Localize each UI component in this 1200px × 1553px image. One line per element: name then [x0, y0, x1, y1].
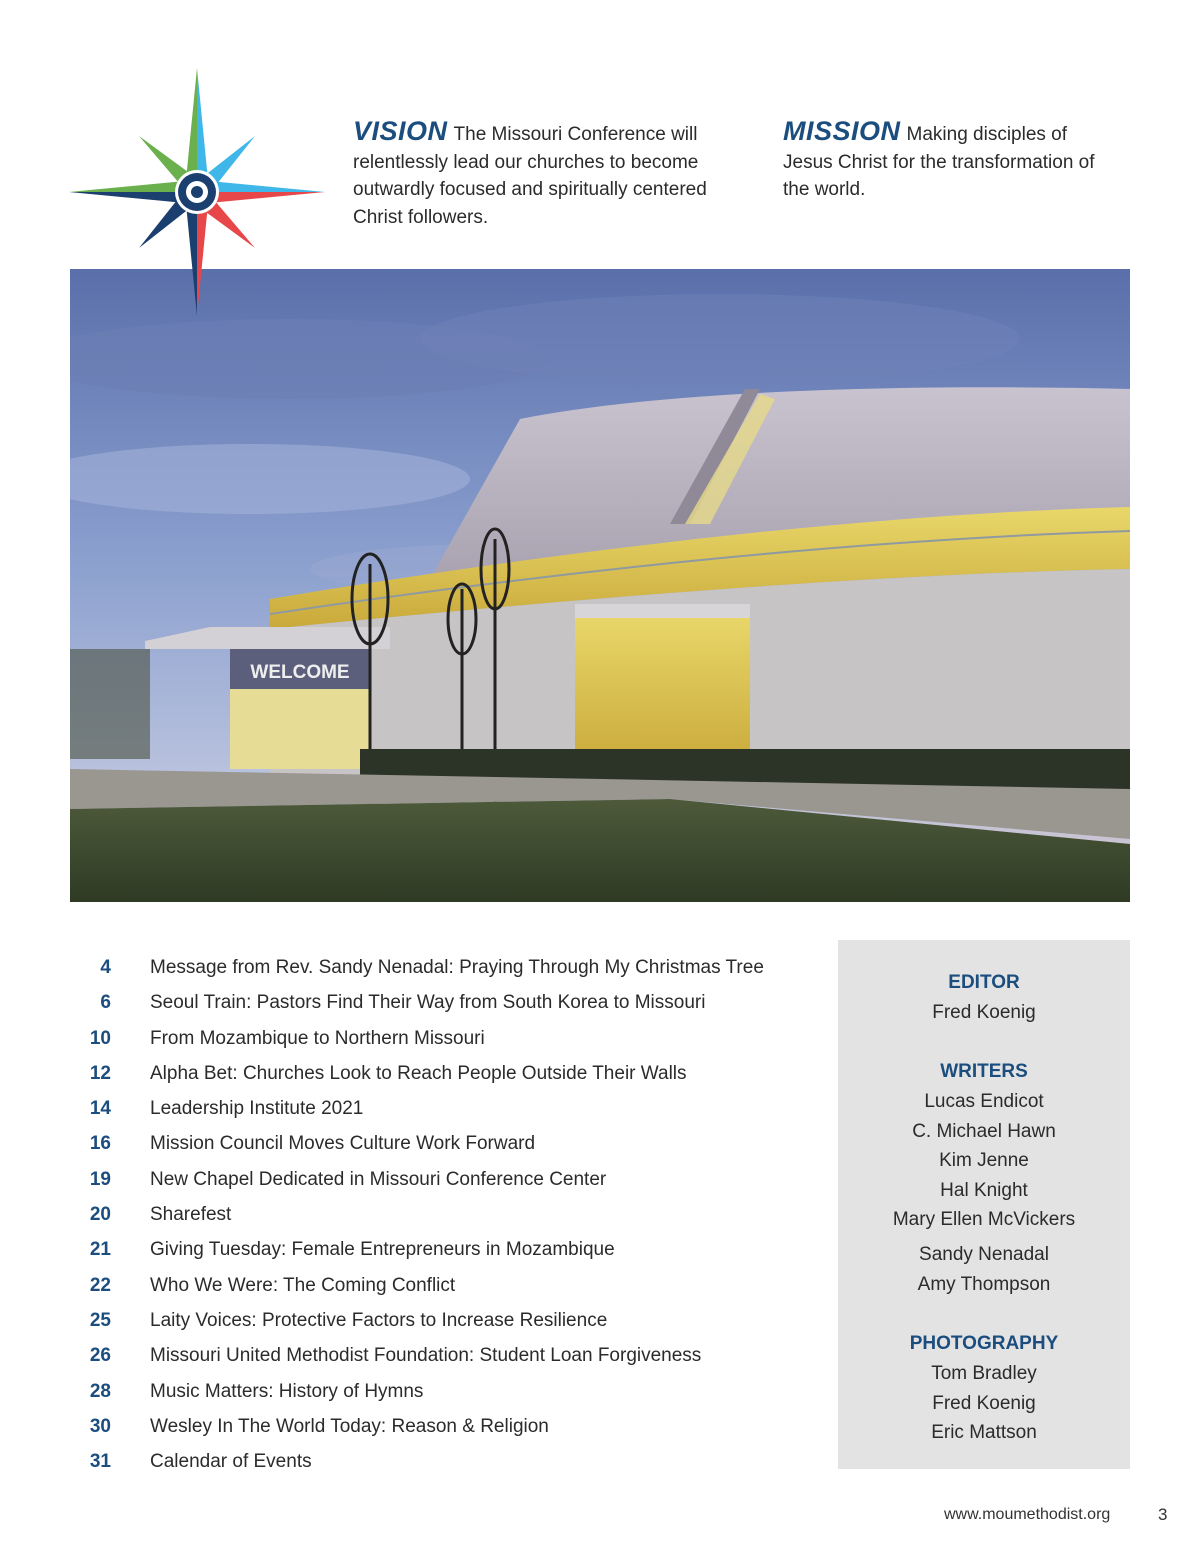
photography-name: Tom Bradley [931, 1363, 1037, 1384]
mission-heading: MISSION [783, 116, 901, 146]
toc-title: Message from Rev. Sandy Nenadal: Praying Through My Christmas Tree [150, 957, 764, 978]
toc-page-number: 14 [89, 1098, 111, 1120]
toc-title: Mission Council Moves Culture Work Forward [150, 1133, 536, 1155]
toc-page-number: 4 [100, 957, 111, 978]
toc-page-number: 31 [89, 1451, 111, 1473]
toc-item[interactable] [70, 1126, 810, 1161]
toc-item[interactable] [70, 1021, 810, 1056]
toc-item[interactable] [70, 1091, 810, 1126]
toc-page-number: 20 [89, 1204, 111, 1226]
editor-heading: EDITOR [948, 972, 1020, 993]
toc-title: Leadership Institute 2021 [150, 1098, 364, 1120]
toc-item[interactable] [70, 1374, 810, 1409]
writers-heading: WRITERS [940, 1061, 1028, 1082]
toc-page-number: 26 [89, 1345, 111, 1367]
toc-item[interactable] [70, 1409, 810, 1444]
toc-page-number: 6 [100, 992, 111, 1014]
toc-page-number: 28 [89, 1380, 111, 1402]
toc-title: Sharefest [150, 1204, 232, 1226]
writers-name: Lucas Endicot [924, 1091, 1044, 1112]
photography-name: Eric Mattson [931, 1422, 1037, 1443]
toc-item[interactable] [70, 1444, 810, 1479]
credits-section-editor [838, 968, 1130, 1023]
writers-name: Sandy Nenadal [919, 1244, 1049, 1265]
credits-section-writers [838, 1057, 1130, 1295]
writers-name: Amy Thompson [917, 1274, 1051, 1295]
toc-title: Calendar of Events [150, 1451, 312, 1473]
toc-page-number: 16 [89, 1133, 111, 1155]
toc-title: Laity Voices: Protective Factors to Increase Resilience [150, 1309, 608, 1331]
toc-title: Alpha Bet: Churches Look to Reach People Outside Their Walls [150, 1062, 687, 1084]
toc-page-number: 12 [89, 1062, 111, 1084]
welcome-sign: WELCOME [250, 662, 350, 683]
vision-statement [353, 118, 738, 231]
toc-title: Giving Tuesday: Female Entrepreneurs in Mozambique [150, 1239, 615, 1261]
writers-name: Kim Jenne [939, 1150, 1029, 1171]
page-number: 3 [1158, 1505, 1168, 1524]
toc-page-number: 30 [89, 1415, 111, 1437]
toc-page-number: 25 [89, 1309, 111, 1331]
editor-name: Fred Koenig [932, 1002, 1036, 1023]
vision-text: The Missouri Conference will relentlessly lead our churches to become outwardly focused and spiritually centered Christ followers. [353, 124, 707, 228]
writers-name: Hal Knight [940, 1180, 1028, 1201]
conference-center-photo [70, 269, 1130, 902]
toc-item[interactable] [70, 950, 810, 985]
toc-item[interactable] [70, 1197, 810, 1232]
photography-name: Fred Koenig [932, 1392, 1036, 1414]
toc-title: Wesley In The World Today: Reason & Religion [150, 1415, 549, 1437]
toc-item[interactable] [70, 1338, 810, 1373]
toc-item[interactable] [70, 1303, 810, 1338]
toc-item[interactable] [70, 1268, 810, 1303]
compass-logo [68, 68, 326, 320]
credits-sidebar [838, 940, 1130, 1469]
table-of-contents [70, 950, 810, 1479]
toc-title: Seoul Train: Pastors Find Their Way from South Korea to Missouri [150, 992, 706, 1014]
toc-title: New Chapel Dedicated in Missouri Conference Center [150, 1168, 607, 1190]
mission-text: Making disciples of Jesus Christ for the transformation of the world. [783, 124, 1095, 200]
toc-item[interactable] [70, 985, 810, 1020]
vision-heading: VISION [353, 116, 448, 146]
toc-page-number: 22 [89, 1274, 111, 1296]
toc-page-number: 10 [89, 1027, 111, 1049]
toc-title: Missouri United Methodist Foundation: Student Loan Forgiveness [150, 1345, 702, 1367]
photography-heading: PHOTOGRAPHY [909, 1333, 1059, 1354]
footer-url[interactable]: www.moumethodist.org [944, 1506, 1111, 1523]
toc-title: Music Matters: History of Hymns [150, 1380, 424, 1402]
toc-title: Who We Were: The Coming Conflict [150, 1274, 456, 1296]
toc-item[interactable] [70, 1162, 810, 1197]
mission-statement [783, 118, 1103, 204]
writers-name: C. Michael Hawn [912, 1121, 1056, 1142]
credits-section-photography [838, 1329, 1130, 1443]
toc-item[interactable] [70, 1056, 810, 1091]
toc-title: From Mozambique to Northern Missouri [150, 1027, 485, 1049]
toc-item[interactable] [70, 1232, 810, 1267]
writers-name: Mary Ellen McVickers [892, 1209, 1076, 1230]
toc-page-number: 21 [89, 1239, 111, 1261]
toc-page-number: 19 [89, 1168, 111, 1190]
